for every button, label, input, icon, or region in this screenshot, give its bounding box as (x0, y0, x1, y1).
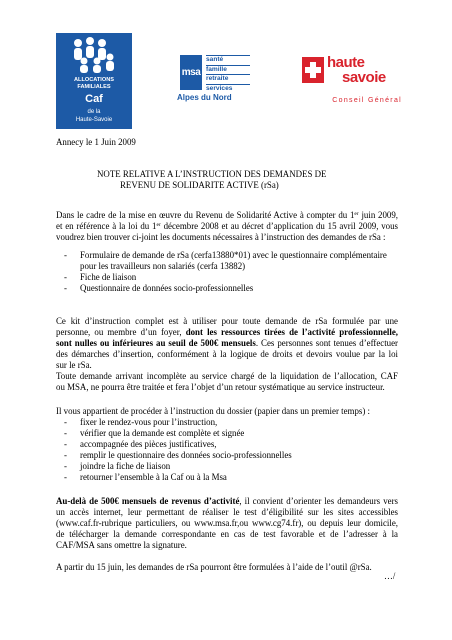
list2-item: fixer le rendez-vous pour l’instruction, (80, 417, 218, 427)
msa-logo-region: Alpes du Nord (177, 93, 232, 102)
list-bullet: - (64, 428, 67, 438)
caf-logo (56, 33, 132, 129)
paragraph-3-line2: ou MSA, ne pourra être traitée et fera l’objet d’un retour systématique au service instructeur. (56, 382, 385, 392)
family-figures-icon (70, 37, 118, 73)
paragraph-1-line1 (56, 210, 398, 221)
document-title-line1: NOTE RELATIVE A L’INSTRUCTION DES DEMANDES DE (97, 169, 327, 179)
haute-savoie-logo-word2: savoie (342, 69, 386, 86)
paragraph-2-line5: sur le rSa. (56, 360, 92, 370)
paragraph-3-line1: Toute demande arrivant incomplète au service chargé de la liquidation de l’allocation, CAF (56, 371, 398, 381)
msa-word: famille (206, 65, 250, 75)
text-span: et en référence à la loi du 1 (56, 221, 157, 231)
list-bullet: - (64, 472, 67, 482)
list2-item: remplir le questionnaire des données socio-professionnelles (80, 450, 292, 460)
paragraph-5-line4: de télécharger la demande correspondante en cas de test favorable et de l’adresser à la (56, 529, 398, 539)
list1-item2: Fiche de liaison (80, 272, 137, 282)
msa-logo-words (206, 55, 250, 93)
bold-text: dont les ressources tirées de l’activité professionnelle, (185, 327, 398, 337)
paragraph-6: A partir du 15 juin, les demandes de rSa pourront être formulées à l’aide de l’outil @rSa. (56, 562, 372, 572)
msa-word: retraite (206, 74, 250, 84)
list2-item: accompagnée des pièces justificatives, (80, 439, 217, 449)
caf-logo-line4: de la (87, 109, 101, 115)
list-bullet: - (64, 450, 67, 460)
list1-item1-line2: pour les travailleurs non salariés (cerfa 13882) (80, 261, 246, 271)
savoie-cross-icon (302, 57, 324, 83)
haute-savoie-logo-council: Conseil Général (332, 97, 402, 104)
caf-logo-line1: ALLOCATIONS (74, 77, 114, 83)
text-span: Dans le cadre de la mise en œuvre du Revenu de Solidarité Active à compter du 1 (56, 210, 355, 220)
text-span: juin 2009, (358, 210, 398, 220)
caf-logo-line2: FAMILIALES (77, 84, 111, 90)
paragraph-1-line3: voudrez bien trouver ci-joint les documents nécessaires à l’instruction des demandes de rSa : (56, 232, 386, 242)
paragraph-2-line2 (56, 327, 398, 338)
caf-logo-line5: Haute-Savoie (75, 117, 113, 123)
text-span: personne, ou membre d’un foyer, (56, 327, 186, 337)
text-span: , il convient d’orienter les demandeurs vers (239, 496, 398, 506)
list1-item1-line1: Formulaire de demande de rSa (cerfa13880*01) avec le questionnaire complémentaire (80, 250, 387, 260)
paragraph-4-line1: Il vous appartient de procéder à l’instruction du dossier (papier dans un premier temps) : (56, 406, 370, 416)
text-span: . Ces personnes sont tenues d’effectuer (255, 338, 399, 348)
caf-logo-name: Caf (85, 93, 103, 105)
paragraph-2-line3 (56, 338, 398, 349)
haute-savoie-logo (302, 54, 402, 107)
paragraph-5-line5: CAF/MSA sans omettre la signature. (56, 540, 187, 550)
paragraph-2-line4: des démarches d’insertion, conformément à la logique de droits et devoirs voulue par la loi (56, 349, 398, 359)
paragraph-5-line2: un accès internet, leur permettant de réaliser le test d’éligibilité sur les sites accessibles (56, 507, 398, 517)
list2-item: retourner l’ensemble à la Caf ou à la Msa (80, 472, 227, 482)
bold-text: sont nulles ou inférieures au seuil de 500€ mensuels (56, 338, 256, 348)
msa-word: santé (206, 55, 250, 65)
list-bullet: - (64, 417, 67, 427)
superscript: er (156, 222, 161, 228)
list2-item: vérifier que la demande est complète et signée (80, 428, 245, 438)
list2-item: joindre la fiche de liaison (80, 461, 171, 471)
msa-word: services (206, 84, 250, 94)
paragraph-1-line2 (56, 221, 398, 232)
list-bullet: - (64, 250, 67, 260)
continuation-mark: …/ (384, 571, 396, 581)
msa-logo (177, 55, 252, 105)
document-title-line2: REVENU DE SOLIDARITE ACTIVE (rSa) (120, 180, 279, 190)
paragraph-5-line1 (56, 496, 398, 507)
list-bullet: - (64, 283, 67, 293)
list-bullet: - (64, 461, 67, 471)
list1-item3: Questionnaire de données socio-professionnelles (80, 283, 254, 293)
list-bullet: - (64, 439, 67, 449)
list-bullet: - (64, 272, 67, 282)
document-date: Annecy le 1 Juin 2009 (56, 137, 136, 147)
paragraph-2-line1: Ce kit d’instruction complet est à utiliser pour toute demande de rSa formulée par une (56, 316, 398, 326)
text-span: décembre 2008 et au décret d’application du 15 avril 2009, vous (160, 221, 398, 231)
msa-logo-mark: msa (180, 55, 202, 90)
haute-savoie-logo-word1: haute (327, 54, 365, 71)
superscript: er (354, 211, 359, 217)
bold-text: Au-delà de 500€ mensuels de revenus d’activité (56, 496, 240, 506)
paragraph-5-line3: (www.caf.fr-rubrique particuliers, ou www.msa.fr,ou www.cg74.fr), ou depuis leur domicile, (56, 518, 398, 528)
